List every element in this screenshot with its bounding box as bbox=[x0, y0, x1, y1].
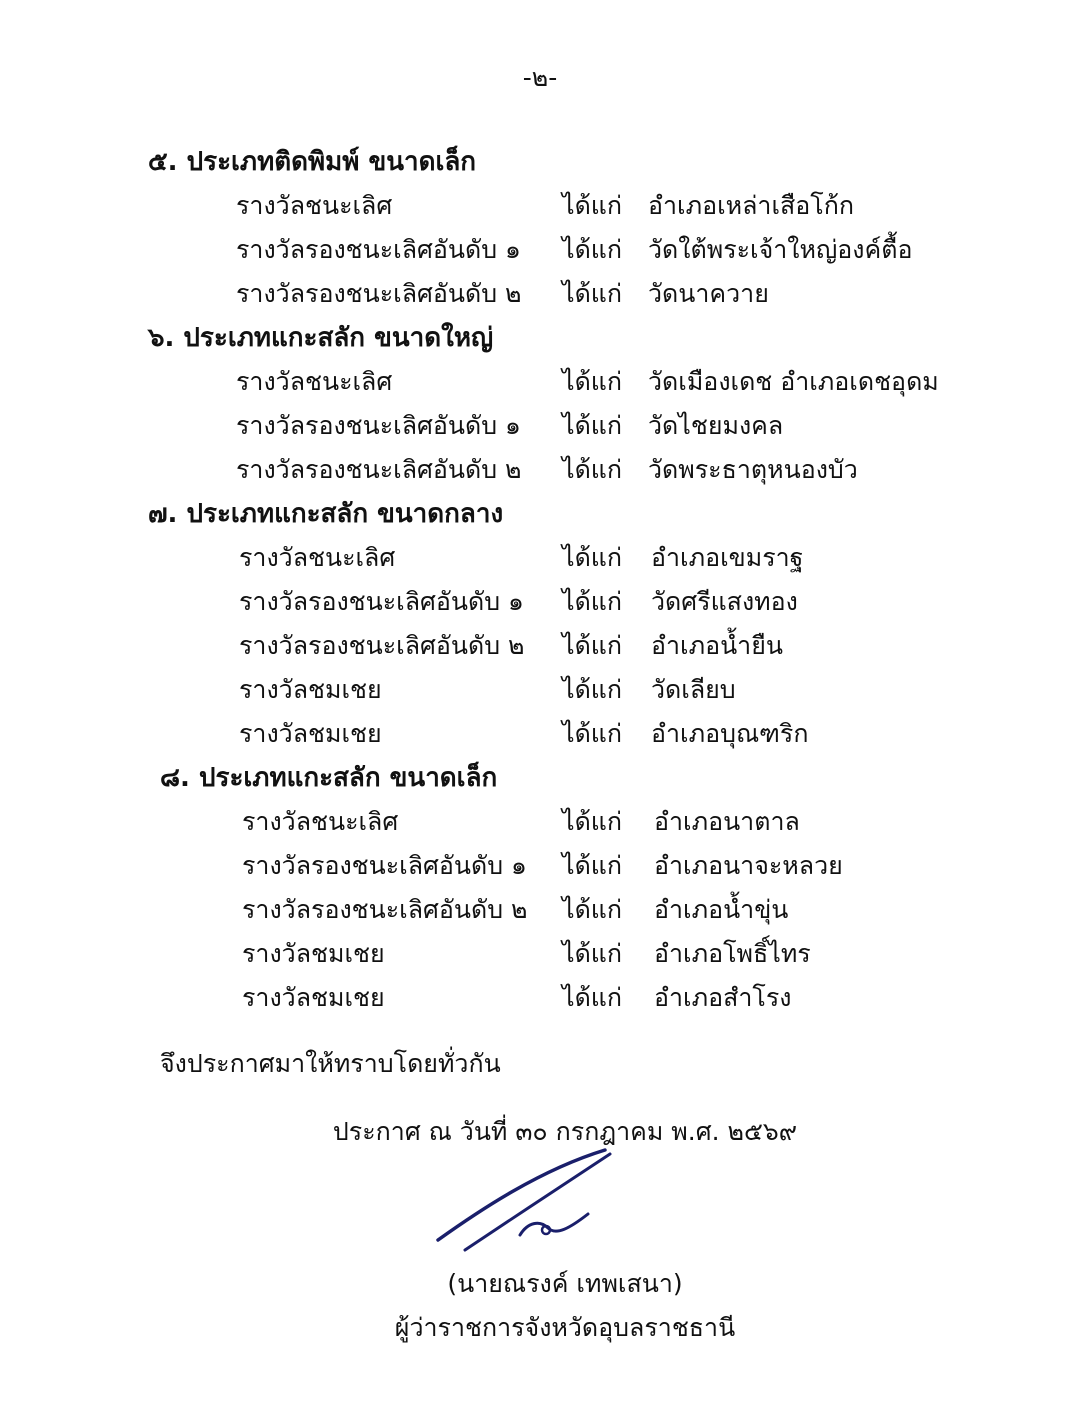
announcement-date: ประกาศ ณ วันที่ ๓๐ กรกฎาคม พ.ศ. ๒๕๖๙ bbox=[332, 1117, 798, 1146]
award-row bbox=[0, 712, 1080, 756]
award-row bbox=[0, 536, 1080, 580]
award-label: รางวัลรองชนะเลิศอันดับ ๒ bbox=[236, 455, 522, 484]
award-recipient-prefix: ได้แก่ bbox=[562, 983, 623, 1012]
signer-position: ผู้ว่าราชการจังหวัดอุบลราชธานี bbox=[394, 1313, 736, 1342]
award-label: รางวัลรองชนะเลิศอันดับ ๑ bbox=[242, 851, 527, 880]
award-recipient: อำเภอเขมราฐ bbox=[651, 543, 804, 572]
award-sections bbox=[0, 140, 1080, 1020]
award-row bbox=[0, 228, 1080, 272]
award-recipient: วัดไชยมงคล bbox=[648, 411, 784, 440]
award-label: รางวัลชนะเลิศ bbox=[236, 367, 393, 396]
award-label: รางวัลรองชนะเลิศอันดับ ๑ bbox=[239, 587, 524, 616]
award-row bbox=[0, 668, 1080, 712]
award-label: รางวัลรองชนะเลิศอันดับ ๑ bbox=[236, 411, 521, 440]
award-row bbox=[0, 580, 1080, 624]
closing-statement: จึงประกาศมาให้ทราบโดยทั่วกัน bbox=[160, 1049, 501, 1078]
signature-image bbox=[420, 1140, 620, 1260]
award-recipient: วัดเลียบ bbox=[651, 675, 736, 704]
award-recipient-prefix: ได้แก่ bbox=[562, 279, 623, 308]
award-recipient-prefix: ได้แก่ bbox=[562, 367, 623, 396]
award-row bbox=[0, 624, 1080, 668]
award-row bbox=[0, 800, 1080, 844]
award-recipient: อำเภอนาตาล bbox=[654, 807, 800, 836]
award-row bbox=[0, 932, 1080, 976]
signer-name: (นายณรงค์ เทพเสนา) bbox=[447, 1269, 683, 1298]
award-recipient: วัดนาควาย bbox=[648, 279, 769, 308]
award-recipient: วัดพระธาตุหนองบัว bbox=[648, 455, 858, 484]
award-recipient: อำเภอน้ำขุ่น bbox=[654, 895, 789, 924]
award-label: รางวัลรองชนะเลิศอันดับ ๒ bbox=[242, 895, 528, 924]
section-title: ๗. ประเภทแกะสลัก ขนาดกลาง bbox=[148, 499, 504, 529]
award-row bbox=[0, 272, 1080, 316]
section-title: ๕. ประเภทติดพิมพ์ ขนาดเล็ก bbox=[148, 147, 477, 177]
award-recipient-prefix: ได้แก่ bbox=[562, 851, 623, 880]
award-recipient-prefix: ได้แก่ bbox=[562, 807, 623, 836]
award-row bbox=[0, 976, 1080, 1020]
award-row bbox=[0, 360, 1080, 404]
award-label: รางวัลชนะเลิศ bbox=[236, 191, 393, 220]
award-recipient: อำเภอนาจะหลวย bbox=[654, 851, 843, 880]
page-number: -๒- bbox=[522, 63, 558, 92]
award-label: รางวัลชมเชย bbox=[239, 719, 382, 748]
award-recipient: อำเภอโพธิ์ไทร bbox=[654, 939, 811, 968]
award-recipient: อำเภอบุณฑริก bbox=[651, 719, 809, 748]
award-recipient-prefix: ได้แก่ bbox=[562, 939, 623, 968]
award-row bbox=[0, 844, 1080, 888]
award-recipient-prefix: ได้แก่ bbox=[562, 191, 623, 220]
award-recipient: วัดใต้พระเจ้าใหญ่องค์ตื้อ bbox=[648, 235, 913, 264]
award-row bbox=[0, 404, 1080, 448]
award-recipient-prefix: ได้แก่ bbox=[562, 895, 623, 924]
award-recipient-prefix: ได้แก่ bbox=[562, 411, 623, 440]
award-recipient-prefix: ได้แก่ bbox=[562, 455, 623, 484]
award-label: รางวัลรองชนะเลิศอันดับ ๒ bbox=[239, 631, 525, 660]
award-label: รางวัลชมเชย bbox=[242, 939, 385, 968]
award-label: รางวัลชนะเลิศ bbox=[242, 807, 399, 836]
award-recipient: อำเภอน้ำยืน bbox=[651, 631, 783, 660]
award-label: รางวัลรองชนะเลิศอันดับ ๑ bbox=[236, 235, 521, 264]
award-recipient: อำเภอเหล่าเสือโก้ก bbox=[648, 191, 854, 220]
award-label: รางวัลรองชนะเลิศอันดับ ๒ bbox=[236, 279, 522, 308]
award-label: รางวัลชมเชย bbox=[242, 983, 385, 1012]
award-row bbox=[0, 184, 1080, 228]
award-recipient: อำเภอสำโรง bbox=[654, 983, 792, 1012]
section-title: ๖. ประเภทแกะสลัก ขนาดใหญ่ bbox=[148, 323, 494, 353]
award-recipient-prefix: ได้แก่ bbox=[562, 675, 623, 704]
award-recipient-prefix: ได้แก่ bbox=[562, 235, 623, 264]
award-row bbox=[0, 448, 1080, 492]
award-recipient: วัดเมืองเดช อำเภอเดชอุดม bbox=[648, 367, 939, 396]
award-recipient-prefix: ได้แก่ bbox=[562, 719, 623, 748]
award-recipient-prefix: ได้แก่ bbox=[562, 543, 623, 572]
award-recipient: วัดศรีแสงทอง bbox=[651, 587, 798, 616]
award-recipient-prefix: ได้แก่ bbox=[562, 587, 623, 616]
award-label: รางวัลชนะเลิศ bbox=[239, 543, 396, 572]
award-label: รางวัลชมเชย bbox=[239, 675, 382, 704]
award-row bbox=[0, 888, 1080, 932]
section-title: ๘. ประเภทแกะสลัก ขนาดเล็ก bbox=[160, 763, 498, 793]
award-recipient-prefix: ได้แก่ bbox=[562, 631, 623, 660]
